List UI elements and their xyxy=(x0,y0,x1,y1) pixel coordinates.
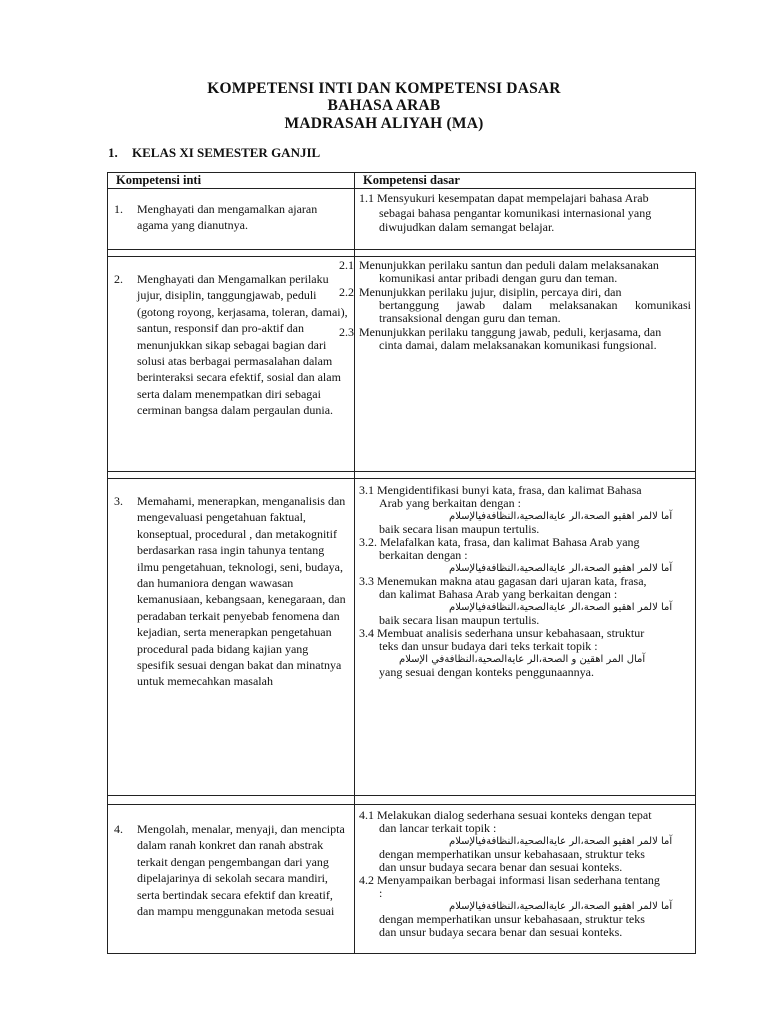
ki-cell-2 xyxy=(108,257,355,472)
kd-3-3-tail: baik secara lisan maupun tertulis. xyxy=(379,613,540,627)
header-kompetensi-dasar: Kompetensi dasar xyxy=(355,173,696,189)
section-number: 1. xyxy=(108,145,118,160)
ki-text: Menghayati dan Mengamalkan perilaku jujur, disiplin, tanggungjawab, peduli (gotong royong, kerjasama, toleran, damai), santun, responsif dan pro-aktif dan menunjukkan sikap sebagai bagian dari solusi atas berbagai permasalahan dalam berinteraksi secara efektif, sosial dan alam serta dalam menempatkan diri sebagai cerminan bangsa dalam pergaulan dunia. xyxy=(137,272,348,418)
kd-2-1: Menunjukkan perilaku santun dan peduli dalam melaksanakan xyxy=(359,258,659,272)
kd-3-3: 3.3 Menemukan makna atau gagasan dari ujaran kata, frasa, xyxy=(359,574,647,588)
row-gap xyxy=(108,472,696,479)
competency-table xyxy=(107,172,696,954)
row-gap xyxy=(108,250,696,257)
kd-3-4-tail: yang sesuai dengan konteks penggunaannya. xyxy=(379,665,594,679)
kd-3-1-tail: baik secara lisan maupun tertulis. xyxy=(379,522,540,536)
ki-number: 1. xyxy=(114,202,123,216)
kd-4-1-cont: dan lancar terkait topik : xyxy=(379,821,497,835)
kd-3-3-cont: dan kalimat Bahasa Arab yang berkaitan dengan : xyxy=(379,587,618,601)
kd-4-1-tail: dengan memperhatikan unsur kebahasaan, struktur teks xyxy=(379,847,645,861)
row-gap xyxy=(108,796,696,805)
ki-number: 3. xyxy=(114,494,123,508)
ki-number: 2. xyxy=(114,272,123,286)
kd-4-1-tail2: dan unsur budaya secara benar dan sesuai konteks. xyxy=(379,860,623,874)
table-header-row xyxy=(108,173,696,189)
document-title-line3: MADRASAH ALIYAH (MA) xyxy=(284,115,484,132)
kd-cell-4 xyxy=(355,805,696,954)
kd-3-1-arabic-topics: آما لالمر اهقيو الصحة،الر عايةالصحية،النظافةفيالإسلام xyxy=(449,511,673,522)
ki-text: Memahami, menerapkan, menganalisis dan mengevaluasi pengetahuan faktual, konseptual, procedural , dan metakognitif berdasarkan rasa ingin tahunya tentang ilmu pengetahuan, teknologi, seni, budaya, dan humaniora dengan wawasan kemanusiaan, kebangsaan, kenegaraan, dan peradaban terkait penyebab fenomena dan kejadian, serta menerapkan pengetahuan procedural pada bidang kajian yang spesifik sesuai dengan bakat dan minatnya untuk memecahkan masalah xyxy=(137,494,346,689)
kd-cell-2 xyxy=(339,257,696,472)
ki-cell-1 xyxy=(108,189,355,250)
kd-4-2-cont: : xyxy=(379,886,383,900)
kd-2-1-cont: komunikasi antar pribadi dengan guru dan teman. xyxy=(379,271,618,285)
table-row xyxy=(108,805,696,954)
kd-3-4-cont: teks dan unsur budaya dari teks terkait topik : xyxy=(379,639,598,653)
kd-3-1-cont: Arab yang berkaitan dengan : xyxy=(379,496,521,510)
ki-cell-3 xyxy=(108,479,355,796)
section-label: KELAS XI SEMESTER GANJIL xyxy=(132,145,321,160)
kd-number: 2.3 xyxy=(339,325,354,339)
kd-4-2-tail2: dan unsur budaya secara benar dan sesuai konteks. xyxy=(379,925,623,939)
kd-3-4: 3.4 Membuat analisis sederhana unsur kebahasaan, struktur xyxy=(359,626,645,640)
kd-3-1: 3.1 Mengidentifikasi bunyi kata, frasa, dan kalimat Bahasa xyxy=(359,483,642,497)
kd-3-4-arabic-topics: آمال المر اهقين و الصحة،الر عايةالصحية،النظافةفي الإسلام xyxy=(399,654,646,665)
kd-4-2-arabic-topics: آما لالمر اهقيو الصحة،الر عايةالصحية،النظافةفيالإسلام xyxy=(449,901,673,912)
ki-text: Menghayati dan mengamalkan ajaran agama yang dianutnya. xyxy=(137,202,318,233)
kd-1-1-cont: sebagai bahasa pengantar komunikasi internasional yang diwujudkan dalam semangat belajar. xyxy=(379,205,652,234)
kd-1-1: 1.1 Mensyukuri kesempatan dapat mempelajari bahasa Arab xyxy=(359,191,649,205)
ki-number: 4. xyxy=(114,822,123,836)
kd-2-3-cont: cinta damai, dalam melaksanakan komunikasi fungsional. xyxy=(379,338,657,352)
kd-cell-3 xyxy=(355,479,696,796)
kd-3-3-arabic-topics: آما لالمر اهقيو الصحة،الر عايةالصحية،النظافةفيالإسلام xyxy=(449,602,673,613)
kd-2-2-cont: bertanggung jawab dalam melaksanakan komunikasi transaksional dengan guru dan teman. xyxy=(379,298,691,325)
kd-3-2-cont: berkaitan dengan : xyxy=(379,548,468,562)
kd-4-2: 4.2 Menyampaikan berbagai informasi lisan sederhana tentang xyxy=(359,873,660,887)
ki-text: Mengolah, menalar, menyaji, dan mencipta dalam ranah konkret dan ranah abstrak terkait dengan pengembangan dari yang dipelajarinya di sekolah secara mandiri, serta bertindak secara efektif dan kreatif, dan mampu menggunakan metoda sesuai xyxy=(137,822,345,919)
kd-4-1: 4.1 Melakukan dialog sederhana sesuai konteks dengan tepat xyxy=(359,808,652,822)
kd-2-2: Menunjukkan perilaku jujur, disiplin, percaya diri, dan xyxy=(359,285,622,299)
table-row xyxy=(108,257,696,472)
section-heading xyxy=(108,145,320,161)
table-row xyxy=(108,189,696,250)
kd-number: 2.1 xyxy=(339,258,354,272)
document-title-line1: KOMPETENSI INTI DAN KOMPETENSI DASAR xyxy=(207,80,561,97)
kd-4-2-tail: dengan memperhatikan unsur kebahasaan, struktur teks xyxy=(379,912,645,926)
kd-3-2-arabic-topics: آما لالمر اهقيو الصحة،الر عايةالصحية،النظافةفيالإسلام xyxy=(449,563,673,574)
ki-cell-4 xyxy=(108,805,355,954)
table-row xyxy=(108,479,696,796)
kd-3-2: 3.2. Melafalkan kata, frasa, dan kalimat Bahasa Arab yang xyxy=(359,535,640,549)
kd-number: 2.2 xyxy=(339,285,354,299)
document-title-line2: BAHASA ARAB xyxy=(327,97,441,114)
header-kompetensi-inti: Kompetensi inti xyxy=(108,173,355,189)
kd-cell-1 xyxy=(355,189,696,250)
kd-4-1-arabic-topics: آما لالمر اهقيو الصحة،الر عايةالصحية،النظافةفيالإسلام xyxy=(449,836,673,847)
kd-2-3: Menunjukkan perilaku tanggung jawab, peduli, kerjasama, dan xyxy=(359,325,662,339)
